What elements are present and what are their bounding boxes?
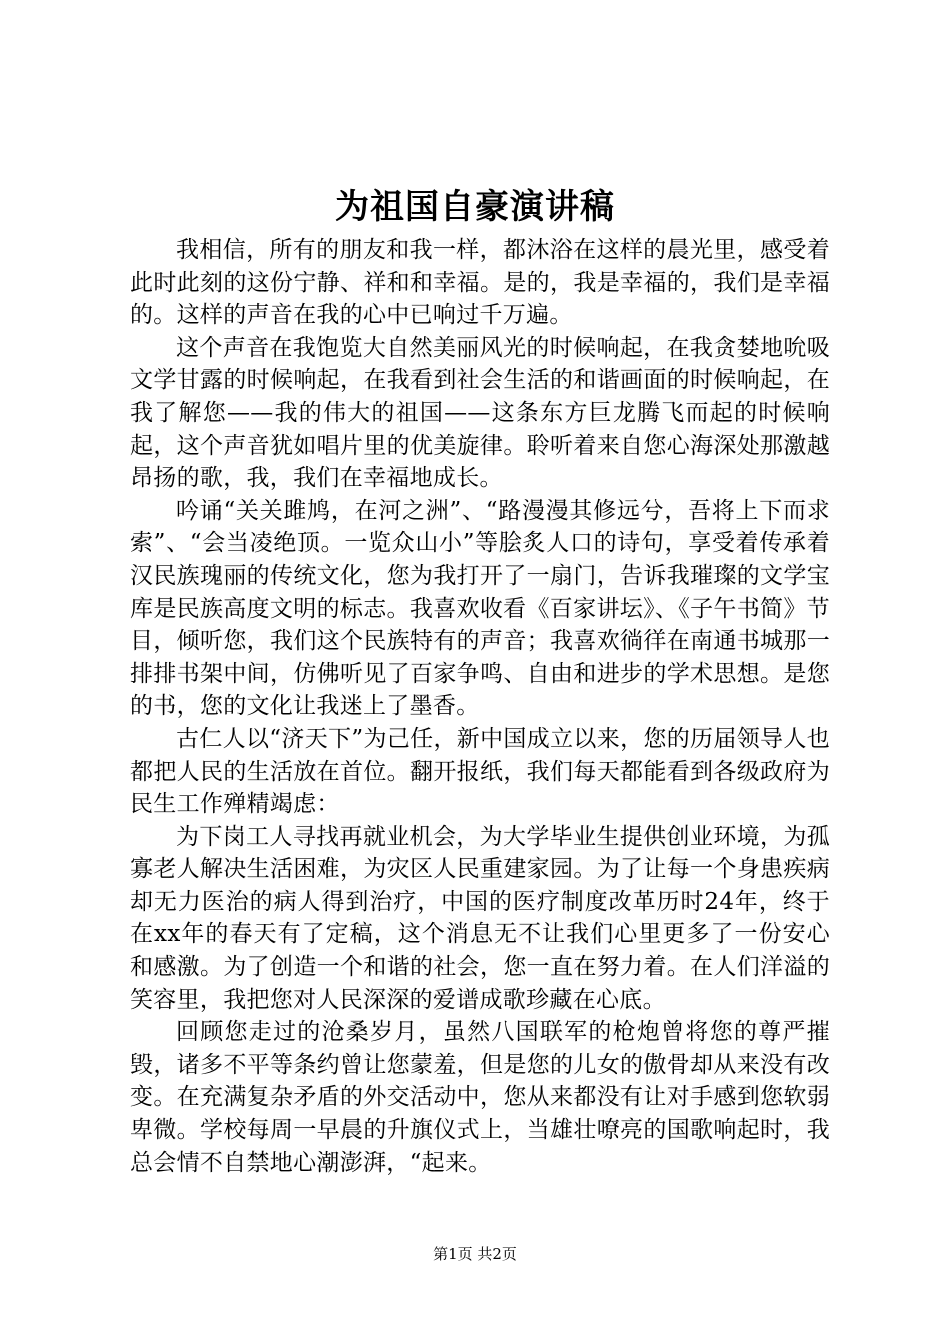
paragraph-5: 为下岗工人寻找再就业机会，为大学毕业生提供创业环境，为孤寡老人解决生活困难，为灾区人民重建家园。为了让每一个身患疾病却无力医治的病人得到治疗，中国的医疗制度改革历时24年，终于在xx年的春天有了定稿，这个消息无不让我们心里更多了一份安心和感激。为了创造一个和谐的社会，您一直在努力着。在人们洋溢的笑容里，我把您对人民深深的爱谱成歌珍藏在心底。 [130,823,830,1013]
page-number-footer: 第1页 共2页 [433,1245,517,1263]
paragraph-6: 回顾您走过的沧桑岁月，虽然八国联军的枪炮曾将您的尊严摧毁，诸多不平等条约曾让您蒙羞，但是您的儿女的傲骨却从来没有改变。在充满复杂矛盾的外交活动中，您从来都没有让对手感到您软弱卑微。学校每周一早晨的升旗仪式上，当雄壮嘹亮的国歌响起时，我总会情不自禁地心潮澎湃，“起来。 [130,1019,830,1176]
document-body [130,234,830,1179]
paragraph-1: 我相信，所有的朋友和我一样，都沐浴在这样的晨光里，感受着此时此刻的这份宁静、祥和和幸福。是的，我是幸福的，我们是幸福的。这样的声音在我的心中已响过千万遍。 [130,237,830,329]
paragraph-2: 这个声音在我饱览大自然美丽风光的时候响起，在我贪婪地吮吸文学甘露的时候响起，在我看到社会生活的和谐画面的时候响起，在我了解您——我的伟大的祖国——这条东方巨龙腾飞而起的时候响起，这个声音犹如唱片里的优美旋律。聆听着来自您心海深处那激越昂扬的歌，我，我们在幸福地成长。 [130,334,830,492]
document-title: 为祖国自豪演讲稿 [335,187,615,227]
paragraph-4: 古仁人以“济天下”为己任，新中国成立以来，您的历届领导人也都把人民的生活放在首位。翻开报纸，我们每天都能看到各级政府为民生工作殚精竭虑： [130,725,830,818]
paragraph-3: 吟诵“关关雎鸠，在河之洲”、“路漫漫其修远兮，吾将上下而求索”、“会当凌绝顶。一览众山小”等脍炙人口的诗句，享受着传承着汉民族瑰丽的传统文化，您为我打开了一扇门，告诉我璀璨的文学宝库是民族高度文明的标志。我喜欢收看《百家讲坛》、《子午书简》节目，倾听您，我们这个民族特有的声音；我喜欢徜徉在南通书城那一排排书架中间，仿佛听见了百家争鸣、自由和进步的学术思想。是您的书，您的文化让我迷上了墨香。 [130,497,830,720]
